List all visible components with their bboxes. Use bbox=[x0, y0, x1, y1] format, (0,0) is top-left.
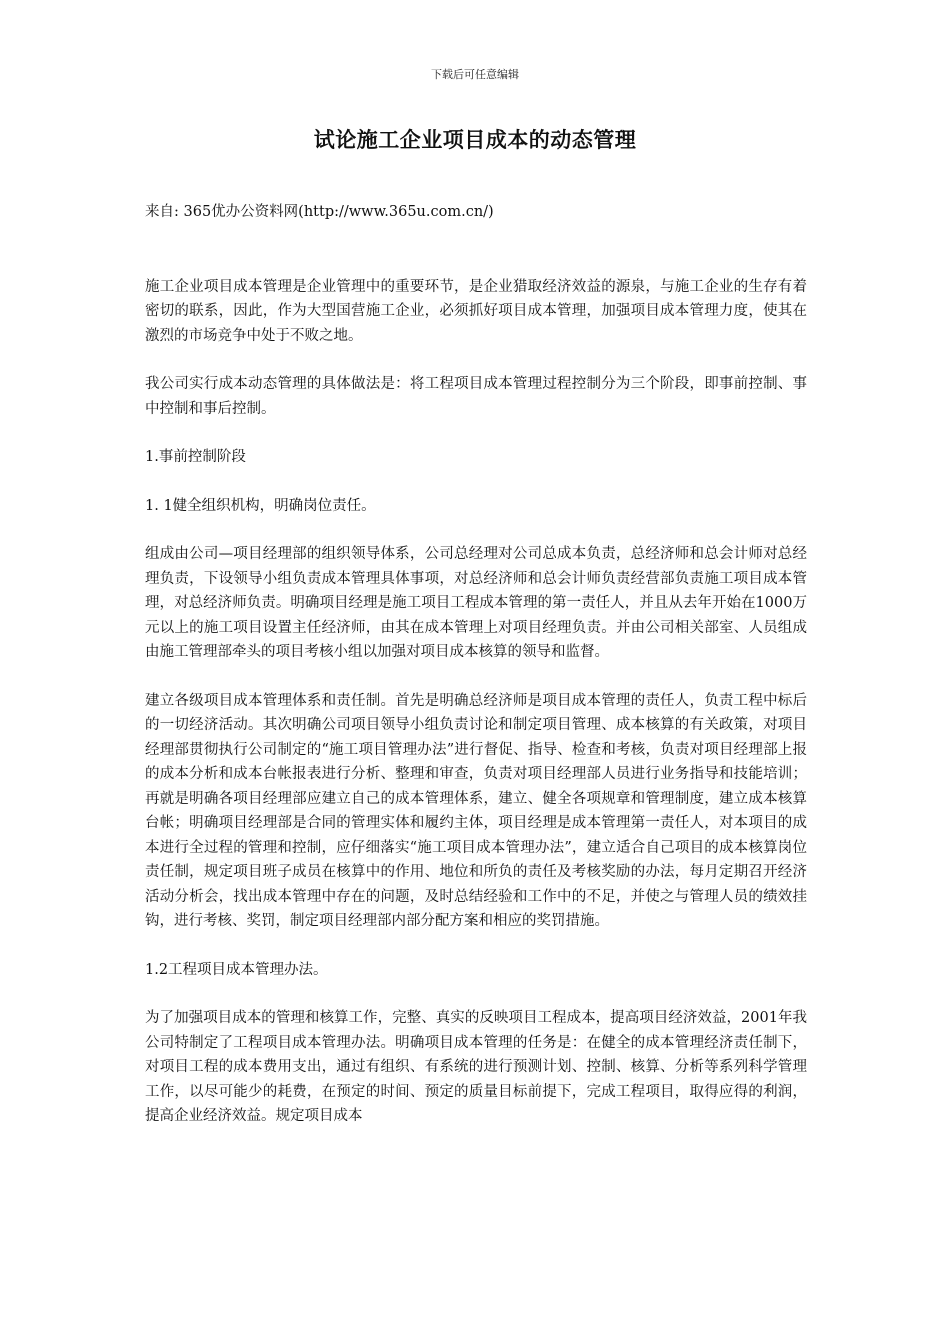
paragraph-method: 我公司实行成本动态管理的具体做法是：将工程项目成本管理过程控制分为三个阶段，即事前控制、事中控制和事后控制。 bbox=[145, 376, 807, 417]
header-note: 下载后可任意编辑 bbox=[431, 68, 519, 81]
paragraph-cost-method: 为了加强项目成本的管理和核算工作，完整、真实的反映项目工程成本，提高项目经济效益，2001年我公司特制定了工程项目成本管理办法。明确项目成本管理的任务是：在健全的成本管理经济责任制下，对项目工程的成本费用支出，通过有组织、有系统的进行预测计划、控制、核算、分析等系列科学管理工作，以尽可能少的耗费，在预定的时间、预定的质量目标前提下，完成工程项目，取得应得的利润，提高企业经济效益。规定项目成本 bbox=[145, 1010, 807, 1124]
source-line: 来自: 365优办公资料网(http://www.365u.com.cn/) bbox=[145, 204, 494, 220]
paragraph-intro: 施工企业项目成本管理是企业管理中的重要环节，是企业猎取经济效益的源泉，与施工企业的生存有着密切的联系，因此，作为大型国营施工企业，必须抓好项目成本管理，加强项目成本管理力度，使其在激烈的市场竞争中处于不败之地。 bbox=[145, 278, 807, 344]
subsection-heading-1-2: 1.2工程项目成本管理办法。 bbox=[145, 961, 328, 978]
document-title: 试论施工企业项目成本的动态管理 bbox=[313, 127, 637, 152]
document-body bbox=[145, 200, 807, 1153]
paragraph-responsibility: 建立各级项目成本管理体系和责任制。首先是明确总经济师是项目成本管理的责任人，负责工程中标后的一切经济活动。其次明确公司项目领导小组负责讨论和制定项目管理、成本核算的有关政策，对项目经理部贯彻执行公司制定的“施工项目管理办法”进行督促、指导、检查和考核，负责对项目经理部上报的成本分析和成本台帐报表进行分析、整理和审查，负责对项目经理部人员进行业务指导和技能培训；再就是明确各项目经理部应建立自己的成本管理体系，建立、健全各项规章和管理制度，建立成本核算台帐；明确项目经理部是合同的管理实体和履约主体，项目经理是成本管理第一责任人，对本项目的成本进行全过程的管理和控制，应仔细落实“施工项目成本管理办法”，建立适合自己项目的成本核算岗位责任制，规定项目班子成员在核算中的作用、地位和所负的责任及考核奖励的办法，每月定期召开经济活动分析会，找出成本管理中存在的问题，及时总结经验和工作中的不足，并使之与管理人员的绩效挂钩，进行考核、奖罚，制定项目经理部内部分配方案和相应的奖罚措施。 bbox=[145, 692, 807, 929]
paragraph-organization: 组成由公司—项目经理部的组织领导体系，公司总经理对公司总成本负责，总经济师和总会计师对总经理负责，下设领导小组负责成本管理具体事项，对总经济师和总会计师负责经营部负责施工项目成本管理，对总经济师负责。明确项目经理是施工项目工程成本管理的第一责任人，并且从去年开始在1000万元以上的施工项目设置主任经济师，由其在成本管理上对项目经理负责。并由公司相关部室、人员组成由施工管理部牵头的项目考核小组以加强对项目成本核算的领导和监督。 bbox=[145, 546, 807, 660]
subsection-heading-1-1: 1. 1健全组织机构，明确岗位责任。 bbox=[145, 497, 376, 514]
section-heading-1: 1.事前控制阶段 bbox=[145, 449, 246, 465]
